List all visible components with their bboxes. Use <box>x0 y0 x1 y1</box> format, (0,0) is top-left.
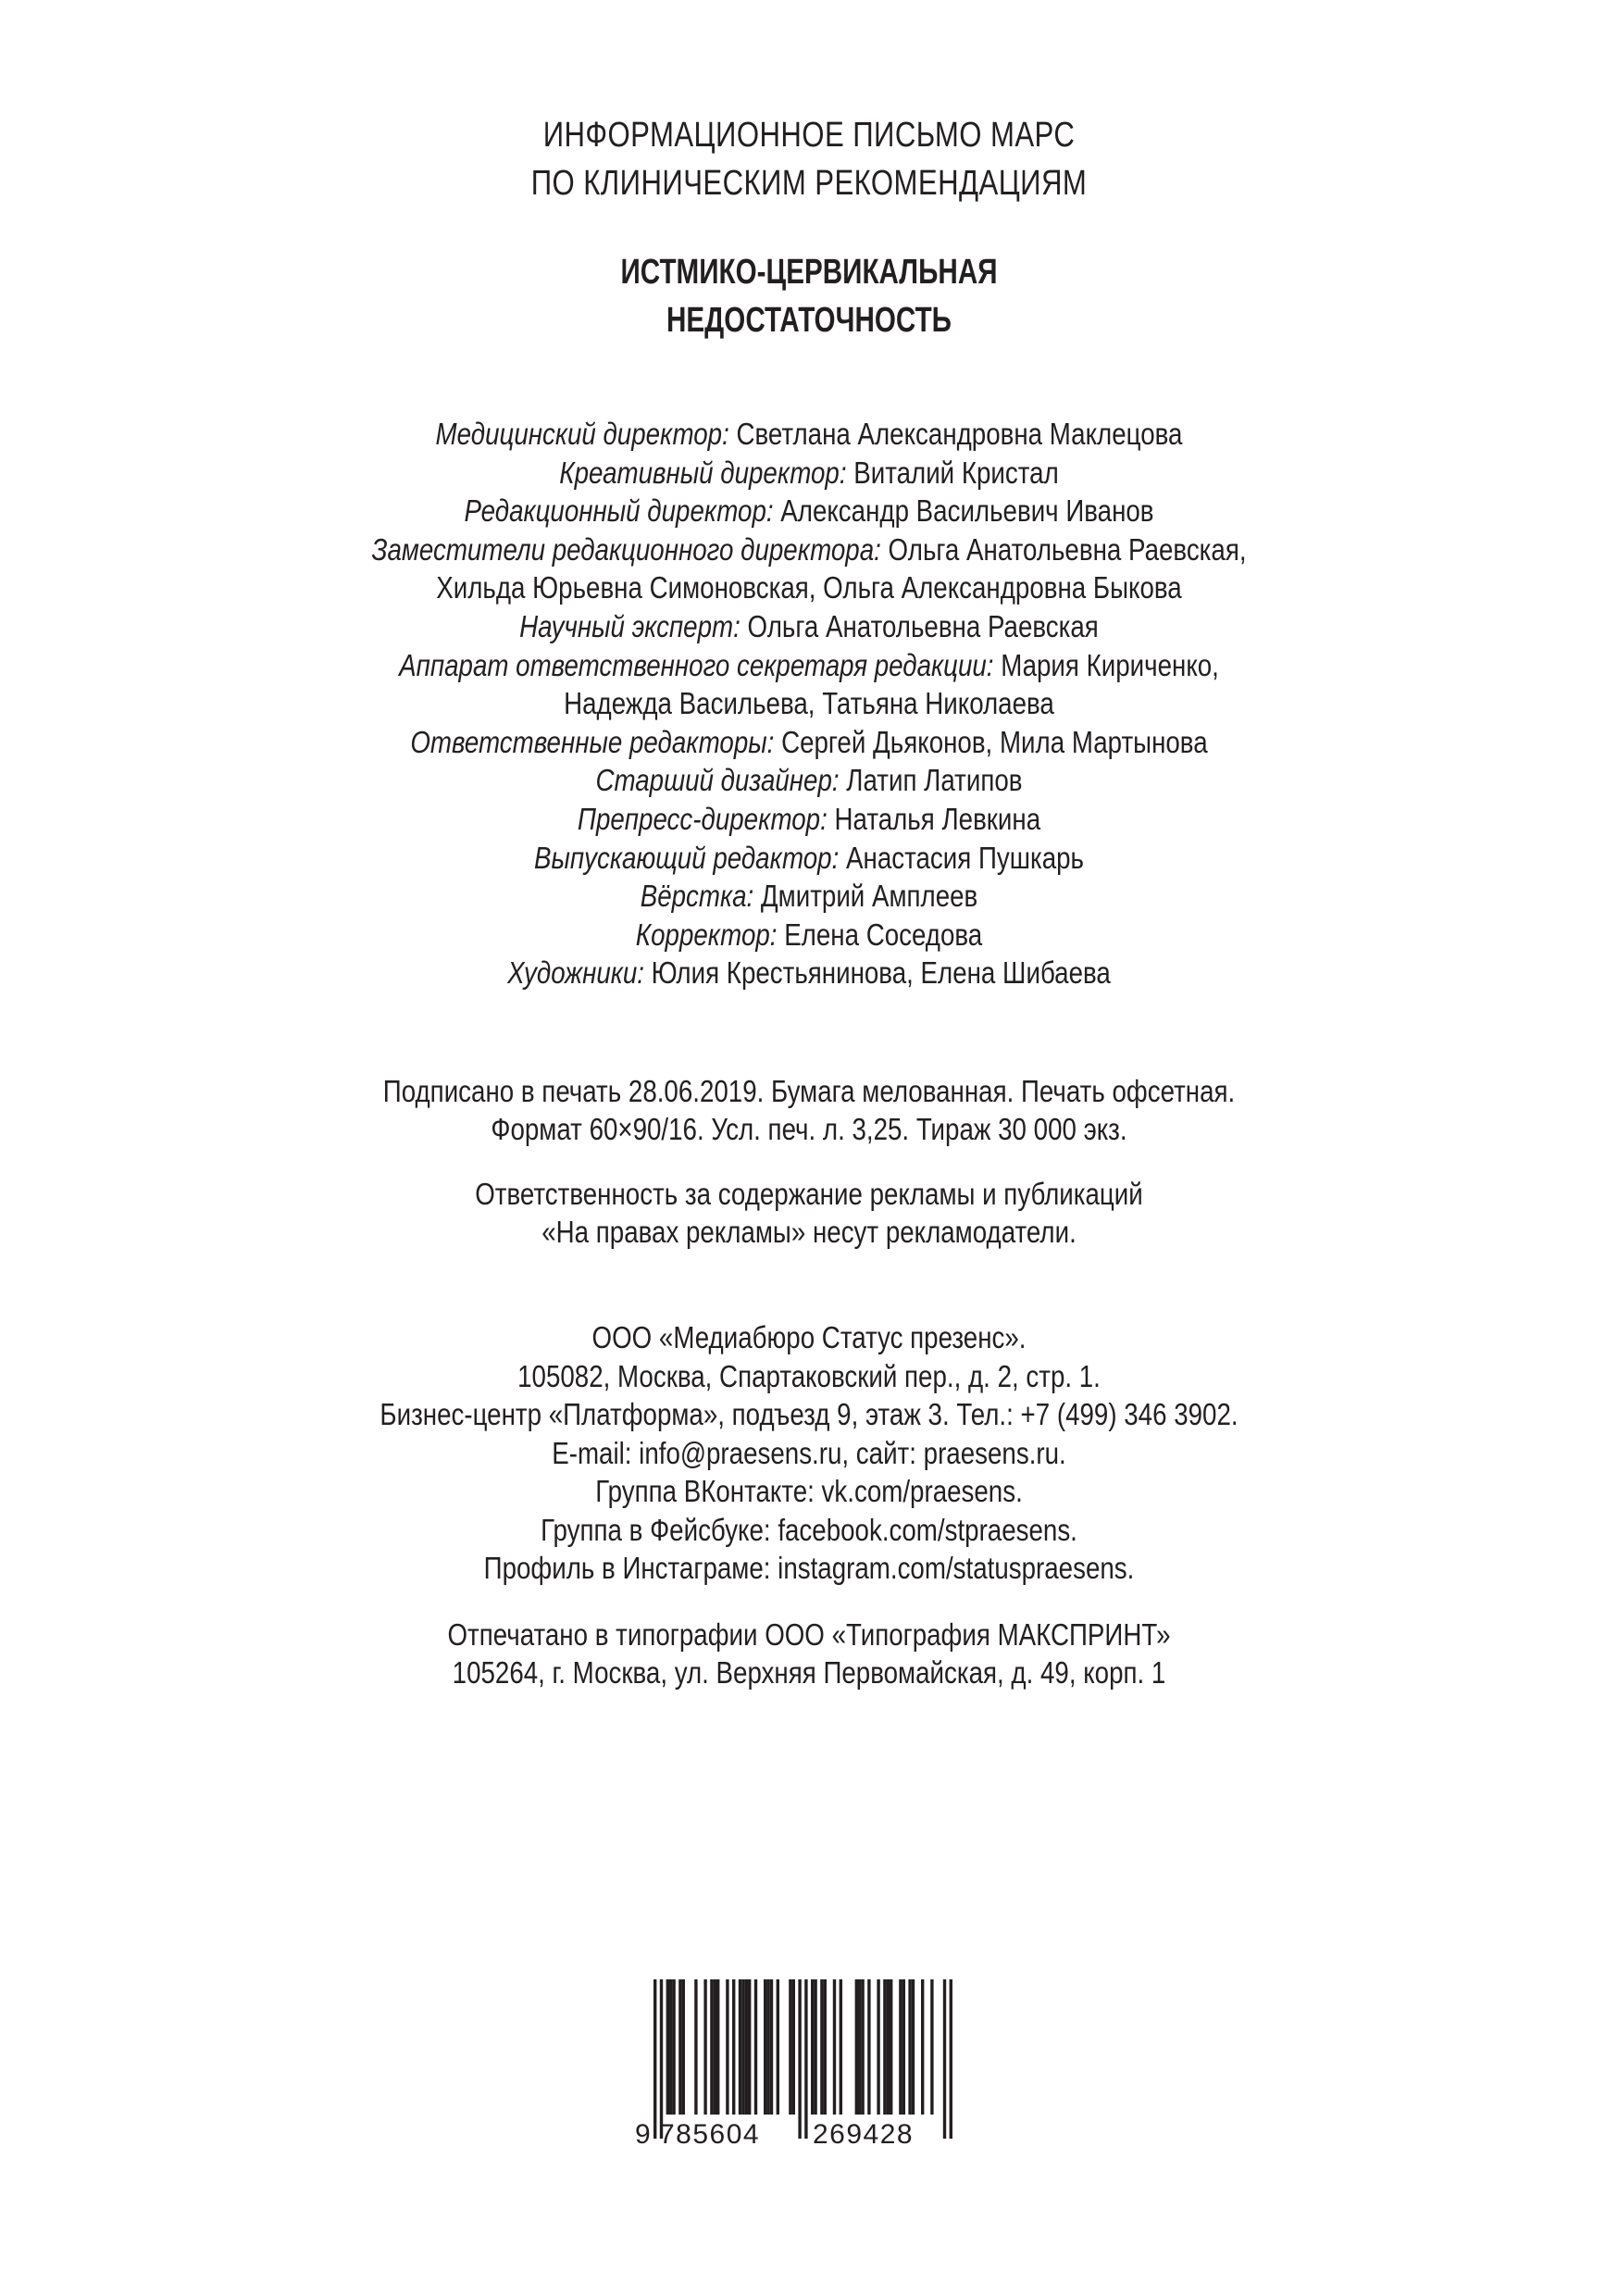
credit-line <box>130 530 1488 569</box>
printer-info <box>0 1616 1618 1691</box>
barcode-bar <box>824 1979 827 2115</box>
printer-line-2: 105264, г. Москва, ул. Верхняя Первомайская, д. 49, корп. 1 <box>452 1655 1166 1690</box>
barcode-bar <box>814 1979 816 2115</box>
barcode-bar <box>745 1979 748 2115</box>
barcode-bar <box>930 1979 933 2115</box>
credit-role: Старший дизайнер: <box>595 763 840 798</box>
advertising-disclaimer <box>0 1175 1618 1251</box>
credit-name: Наталья Левкина <box>827 801 1041 836</box>
barcode-bar <box>732 1979 735 2115</box>
credit-name: Александр Васильевич Иванов <box>773 493 1154 529</box>
barcode-bar <box>855 1979 858 2115</box>
printer-line-1: Отпечатано в типографии ООО «Типография МАКСПРИНТ» <box>447 1617 1171 1652</box>
credit-line <box>130 492 1488 530</box>
credit-name: Ольга Анатольевна Раевская, <box>880 531 1247 567</box>
contact-line: Группа ВКонтакте: vk.com/praesens. <box>595 1474 1023 1508</box>
credit-line <box>130 568 1488 607</box>
barcode-bar <box>902 1979 905 2115</box>
credit-line <box>130 723 1488 762</box>
barcode-bar <box>887 1979 890 2115</box>
credit-role: Корректор: <box>635 917 778 952</box>
barcode-bar <box>766 1979 769 2115</box>
title-line-1: ИСТМИКО-ЦЕРВИКАЛЬНАЯ <box>620 253 998 292</box>
credit-line <box>130 454 1488 493</box>
credit-name: Латип Латипов <box>839 763 1023 798</box>
barcode-bar <box>653 1979 656 2139</box>
credit-name: Надежда Васильева, Татьяна Николаева <box>564 686 1054 721</box>
barcode-bar <box>877 1979 879 2115</box>
credit-role: Заместители редакционного директора: <box>371 531 881 567</box>
barcode-bar <box>789 1979 791 2115</box>
barcode-digits-right: 269428 <box>813 2119 915 2148</box>
barcode-bar <box>666 1979 669 2115</box>
credit-line <box>130 877 1488 916</box>
contact-line: Группа в Фейсбуке: facebook.com/stpraesens. <box>541 1512 1077 1547</box>
barcode-bar <box>858 1979 861 2115</box>
barcode-bar <box>703 1979 706 2115</box>
credit-role: Вёрстка: <box>640 879 754 914</box>
barcode-bar <box>811 1979 814 2115</box>
credit-role: Выпускающий редактор: <box>533 840 840 875</box>
contact-line: Профиль в Инстаграме: instagram.com/statuspraesens. <box>483 1551 1135 1585</box>
contact-line: Бизнес-центр «Платформа», подъезд 9, этаж 3. Тел.: +7 (499) 346 3902. <box>380 1397 1238 1431</box>
barcode-bar <box>714 1979 716 2115</box>
credit-role: Ответственные редакторы: <box>410 724 775 759</box>
barcode-graphic <box>628 1979 979 2148</box>
barcode-bar <box>777 1979 779 2115</box>
title-line-2: НЕДОСТАТОЧНОСТЬ <box>666 301 952 340</box>
credit-line <box>130 761 1488 800</box>
barcode-bar <box>792 1979 795 2115</box>
imprint-line-1: Подписано в печать 28.06.2019. Бумага мелованная. Печать офсетная. <box>382 1074 1236 1108</box>
credit-line <box>130 415 1488 454</box>
barcode-bar <box>694 1979 697 2115</box>
credit-name: Хильда Юрьевна Симоновская, Ольга Александровна Быкова <box>436 570 1182 605</box>
barcode-digits-left: 785604 <box>659 2119 761 2148</box>
document-title <box>0 248 1618 344</box>
credit-name: Анастасия Пушкарь <box>839 840 1084 875</box>
credit-line <box>130 646 1488 685</box>
barcode-bar <box>820 1979 823 2115</box>
barcode-bar <box>764 1979 766 2115</box>
credit-name: Виталий Кристал <box>846 455 1059 490</box>
barcode-bar <box>748 1979 751 2115</box>
credit-name: Ольга Анатольевна Раевская <box>740 608 1099 643</box>
credit-role: Аппарат ответственного секретаря редакции: <box>399 647 994 682</box>
barcode-bar <box>943 1979 946 2139</box>
credit-role: Препресс-директор: <box>577 801 828 836</box>
credits-list <box>0 415 1618 992</box>
credit-line <box>130 916 1488 955</box>
credit-name: Дмитрий Амплеев <box>753 879 978 914</box>
credit-name: Елена Соседова <box>777 917 983 952</box>
credit-line <box>130 839 1488 878</box>
series-line-2: ПО КЛИНИЧЕСКИМ РЕКОМЕНДАЦИЯМ <box>530 164 1088 203</box>
barcode-bar <box>669 1979 672 2115</box>
barcode-bar <box>741 1979 744 2115</box>
barcode-bar <box>804 1979 807 2139</box>
barcode-bar <box>682 1979 685 2115</box>
barcode-bar <box>672 1979 675 2115</box>
contact-line: ООО «Медиабюро Статус презенс». <box>591 1320 1027 1354</box>
credit-name: Светлана Александровна Маклецова <box>728 417 1183 451</box>
barcode-bar <box>912 1979 915 2115</box>
barcode-bar <box>716 1979 719 2115</box>
barcode-bar <box>739 1979 741 2115</box>
disclaimer-line-1: Ответственность за содержание рекламы и публикаций <box>475 1177 1143 1211</box>
credit-line <box>130 800 1488 839</box>
series-heading <box>0 111 1618 207</box>
credit-name: Сергей Дьяконов, Мила Мартынова <box>774 724 1208 759</box>
credit-name: Мария Кириченко, <box>993 647 1219 682</box>
credit-line <box>130 954 1488 992</box>
barcode-bar <box>710 1979 713 2115</box>
barcode-bar <box>726 1979 728 2115</box>
credit-role: Креативный директор: <box>559 455 847 490</box>
barcode-bar <box>890 1979 892 2115</box>
credit-line <box>130 684 1488 723</box>
publisher-contacts <box>0 1318 1618 1588</box>
barcode-bar <box>754 1979 757 2115</box>
barcode-bar <box>833 1979 836 2115</box>
contact-line: E-mail: info@praesens.ru, сайт: praesens.ru. <box>552 1435 1066 1470</box>
barcode-bar <box>883 1979 886 2115</box>
credit-name: Юлия Крестьянинова, Елена Шибаева <box>643 955 1111 991</box>
barcode-digit-first: 9 <box>635 2119 651 2148</box>
contact-line: 105082, Москва, Спартаковский пер., д. 2, стр. 1. <box>517 1358 1101 1393</box>
credit-line <box>130 607 1488 646</box>
barcode-bar <box>950 1979 952 2139</box>
isbn-barcode <box>628 1979 979 2148</box>
imprint-line-2: Формат 60×90/16. Усл. печ. л. 3,25. Тираж 30 000 экз. <box>491 1112 1127 1146</box>
print-imprint <box>0 1072 1618 1148</box>
barcode-bar <box>861 1979 864 2115</box>
credit-role: Медицинский директор: <box>435 417 729 451</box>
barcode-bar <box>770 1979 773 2115</box>
credit-role: Редакционный директор: <box>464 493 774 529</box>
barcode-bar <box>867 1979 870 2115</box>
barcode-bar <box>899 1979 902 2115</box>
disclaimer-line-2: «На правах рекламы» несут рекламодатели. <box>541 1215 1077 1249</box>
barcode-bar <box>908 1979 911 2115</box>
barcode-bar <box>921 1979 924 2115</box>
credit-role: Научный эксперт: <box>519 608 741 643</box>
series-line-1: ИНФОРМАЦИОННОЕ ПИСЬМО МАРС <box>542 116 1076 155</box>
barcode-bar <box>660 1979 663 2139</box>
barcode-bar <box>798 1979 801 2139</box>
barcode-bar <box>840 1979 842 2115</box>
barcode-bar <box>678 1979 681 2115</box>
credit-role: Художники: <box>507 955 644 991</box>
